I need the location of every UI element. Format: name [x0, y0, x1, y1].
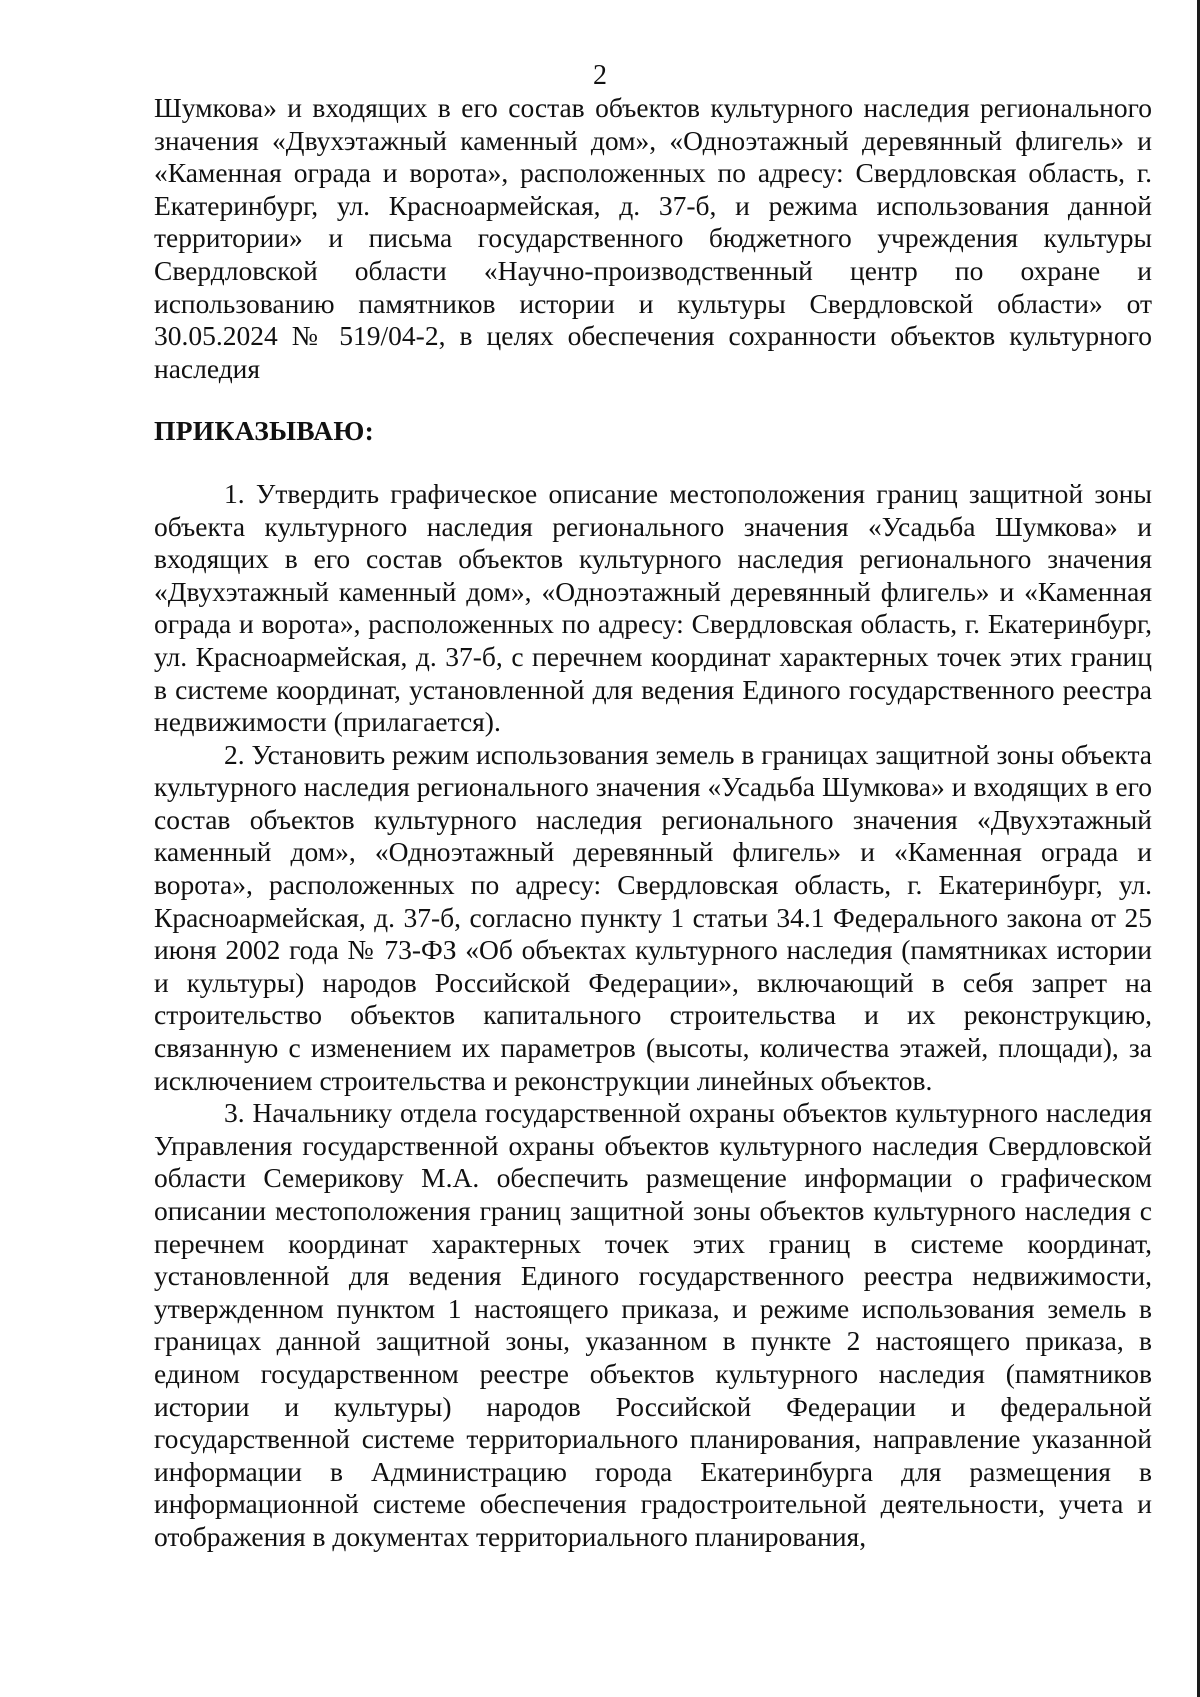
document-body: [154, 92, 1152, 1554]
order-item-3: 3. Начальнику отдела государственной охраны объектов культурного наследия Управления государственной охраны объектов культурного наследия Свердловской области Семерикову М.А. обеспечить размещение информации о графическом описании местоположения границ защитной зоны объектов культурного наследия с перечнем координат характерных точек этих границ в системе координат, установленной для ведения Единого государственного реестра недвижимости, утвержденном пунктом 1 настоящего приказа, и режиме использования земель в границах данной защитной зоны, указанном в пункте 2 настоящего приказа, в едином государственном реестре объектов культурного наследия (памятников истории и культуры) народов Российской Федерации и федеральной государственной системе территориального планирования, направление указанной информации в Администрацию города Екатеринбурга для размещения в информационной системе обеспечения градостроительной деятельности, учета и отображения в документах территориального планирования,: [154, 1097, 1152, 1552]
order-item-1: 1. Утвердить графическое описание местоположения границ защитной зоны объекта культурного наследия регионального значения «Усадьба Шумкова» и входящих в его состав объектов культурного наследия регионального значения «Двухэтажный каменный дом», «Одноэтажный деревянный флигель» и «Каменная ограда и ворота», расположенных по адресу: Свердловская область, г. Екатеринбург, ул. Красноармейская, д. 37-б, с перечнем координат характерных точек этих границ в системе координат, установленной для ведения Единого государственного реестра недвижимости (прилагается).: [154, 477, 1152, 738]
intro-paragraph: Шумкова» и входящих в его состав объектов культурного наследия регионального значения «Двухэтажный каменный дом», «Одноэтажный деревянный флигель» и «Каменная ограда и ворота», расположенных по адресу: Свердловская область, г. Екатеринбург, ул. Красноармейская, д. 37-б, и режима использования данной территории» и письма государственного бюджетного учреждения культуры Свердловской области «Научно-производственный центр по охране и использованию памятников истории и культуры Свердловской области» от 30.05.2024 № 519/04-2, в целях обеспечения сохранности объектов культурного наследия: [154, 92, 1152, 384]
order-item-2: 2. Установить режим использования земель в границах защитной зоны объекта культурного наследия регионального значения «Усадьба Шумкова» и входящих в его состав объектов культурного наследия регионального значения «Двухэтажный каменный дом», «Одноэтажный деревянный флигель» и «Каменная ограда и ворота», расположенных по адресу: Свердловская область, г. Екатеринбург, ул. Красноармейская, д. 37-б, согласно пункту 1 статьи 34.1 Федерального закона от 25 июня 2002 года № 73-ФЗ «Об объектах культурного наследия (памятниках истории и культуры) народов Российской Федерации», включающий в себя запрет на строительство объектов капитального строительства и их реконструкцию, связанную с изменением их параметров (высоты, количества этажей, площади), за исключением строительства и реконструкции линейных объектов.: [154, 738, 1153, 1096]
order-heading: ПРИКАЗЫВАЮ:: [154, 415, 375, 447]
page-number: 2: [593, 60, 607, 91]
